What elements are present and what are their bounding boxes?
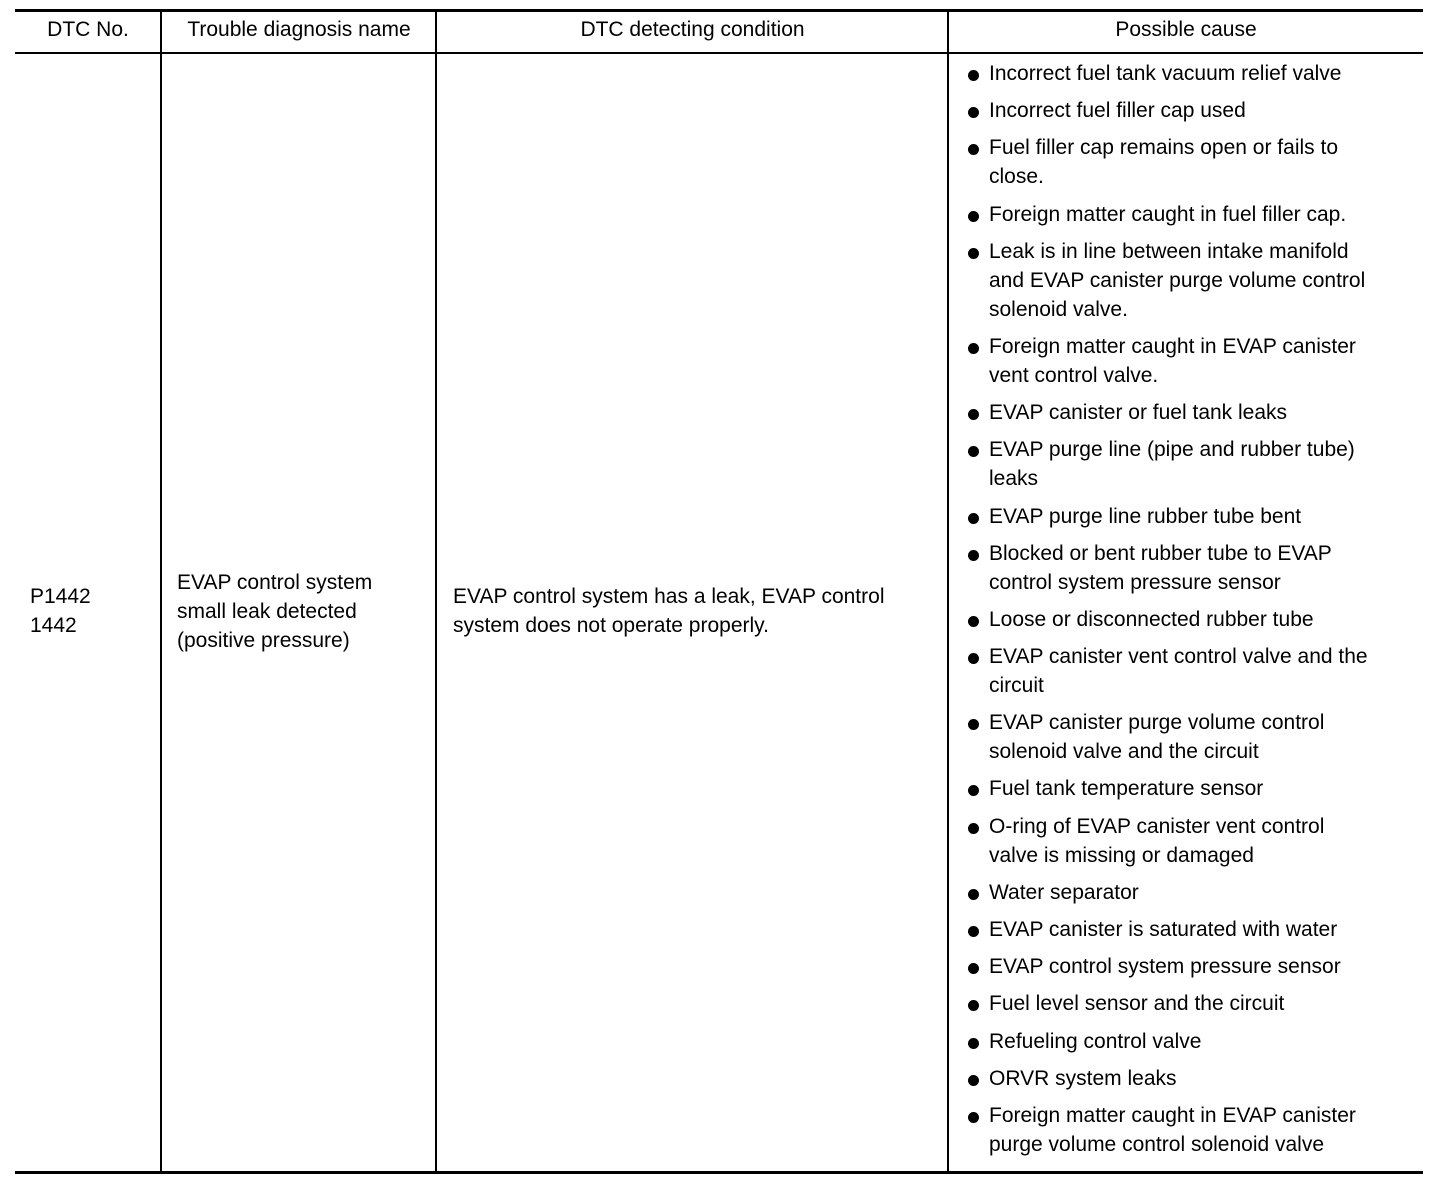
- bullet-icon: [968, 107, 979, 118]
- header-possible-cause: Possible cause: [1115, 18, 1257, 41]
- possible-cause-line: purge volume control solenoid valve: [989, 1132, 1325, 1156]
- possible-cause-item: [967, 133, 1417, 191]
- possible-cause-item: [967, 708, 1417, 766]
- possible-cause-item: [967, 1027, 1417, 1056]
- possible-cause-item: [967, 539, 1417, 597]
- possible-cause-item: [967, 952, 1417, 981]
- bullet-icon: [968, 1038, 979, 1049]
- possible-cause-line: Fuel level sensor and the circuit: [989, 992, 1285, 1016]
- bullet-icon: [968, 653, 979, 664]
- possible-cause-line: leaks: [989, 467, 1039, 491]
- bullet-icon: [968, 211, 979, 222]
- possible-cause-line: Loose or disconnected rubber tube: [989, 607, 1314, 631]
- dtc-table: [15, 9, 1423, 1173]
- column-divider-2: [435, 9, 437, 1173]
- possible-cause-line: solenoid valve and the circuit: [989, 740, 1259, 764]
- bullet-icon: [968, 889, 979, 900]
- possible-cause-line: solenoid valve.: [989, 297, 1128, 321]
- possible-cause-line: Incorrect fuel filler cap used: [989, 99, 1246, 123]
- possible-cause-item: [967, 989, 1417, 1018]
- possible-cause-item: [967, 435, 1417, 493]
- table-bottom-rule: [15, 1171, 1423, 1174]
- possible-cause-line: vent control valve.: [989, 363, 1159, 387]
- bullet-icon: [968, 343, 979, 354]
- bullet-icon: [968, 785, 979, 796]
- possible-cause-item: [967, 1064, 1417, 1093]
- header-dtc-detecting-condition: DTC detecting condition: [580, 18, 805, 41]
- possible-cause-line: circuit: [989, 674, 1044, 698]
- possible-cause-line: EVAP control system pressure sensor: [989, 955, 1341, 979]
- possible-cause-item: [967, 502, 1417, 531]
- possible-cause-line: O-ring of EVAP canister vent control: [989, 814, 1325, 838]
- possible-cause-item: [967, 774, 1417, 803]
- bullet-icon: [968, 616, 979, 627]
- possible-cause-line: valve is missing or damaged: [989, 843, 1254, 867]
- bullet-icon: [968, 70, 979, 81]
- possible-cause-line: Fuel tank temperature sensor: [989, 777, 1264, 801]
- header-divider: [15, 52, 1423, 54]
- possible-cause-item: [967, 878, 1417, 907]
- possible-cause-item: [967, 332, 1417, 390]
- trouble-name-line: small leak detected: [177, 600, 357, 623]
- possible-cause-item: [967, 59, 1417, 88]
- possible-cause-line: Leak is in line between intake manifold: [989, 239, 1349, 263]
- bullet-icon: [968, 823, 979, 834]
- possible-cause-line: ORVR system leaks: [989, 1066, 1177, 1090]
- possible-cause-line: close.: [989, 165, 1044, 189]
- possible-cause-item: [967, 96, 1417, 125]
- bullet-icon: [968, 1112, 979, 1123]
- dtc-code: P1442: [30, 585, 91, 608]
- possible-cause-line: Refueling control valve: [989, 1029, 1202, 1053]
- trouble-diagnosis-name-cell: [177, 568, 372, 655]
- column-divider-1: [160, 9, 162, 1173]
- possible-cause-line: Fuel filler cap remains open or fails to: [989, 136, 1338, 160]
- possible-cause-item: [967, 398, 1417, 427]
- possible-cause-line: Foreign matter caught in EVAP canister: [989, 1103, 1356, 1127]
- header-trouble-diagnosis-name: Trouble diagnosis name: [187, 18, 411, 41]
- possible-cause-line: EVAP canister is saturated with water: [989, 918, 1338, 941]
- possible-cause-line: and EVAP canister purge volume control: [989, 268, 1366, 292]
- header-dtc-no: DTC No.: [47, 18, 129, 41]
- possible-cause-line: Water separator: [989, 880, 1139, 904]
- trouble-name-line: (positive pressure): [177, 629, 350, 652]
- dtc-number-cell: [30, 582, 91, 640]
- detecting-condition-cell: [453, 582, 884, 640]
- possible-cause-item: [967, 1101, 1417, 1159]
- bullet-icon: [968, 926, 979, 937]
- bullet-icon: [968, 550, 979, 561]
- possible-cause-line: Foreign matter caught in EVAP canister: [989, 334, 1356, 358]
- bullet-icon: [968, 1075, 979, 1086]
- possible-cause-line: Blocked or bent rubber tube to EVAP: [989, 541, 1332, 565]
- bullet-icon: [968, 409, 979, 420]
- possible-cause-item: [967, 200, 1417, 229]
- possible-cause-item: [967, 237, 1417, 324]
- possible-cause-item: [967, 915, 1417, 944]
- condition-line: system does not operate properly.: [453, 614, 769, 637]
- trouble-name-line: EVAP control system: [177, 571, 373, 594]
- possible-cause-item: [967, 642, 1417, 700]
- bullet-icon: [968, 1000, 979, 1011]
- bullet-icon: [968, 513, 979, 524]
- possible-cause-line: EVAP purge line rubber tube bent: [989, 504, 1302, 528]
- bullet-icon: [968, 446, 979, 457]
- bullet-icon: [968, 719, 979, 730]
- possible-cause-item: [967, 605, 1417, 634]
- bullet-icon: [968, 963, 979, 974]
- possible-cause-line: Incorrect fuel tank vacuum relief valve: [989, 62, 1342, 85]
- possible-cause-line: EVAP canister purge volume control: [989, 711, 1325, 735]
- possible-cause-line: EVAP purge line (pipe and rubber tube): [989, 438, 1355, 462]
- bullet-icon: [968, 248, 979, 259]
- table-top-rule: [15, 9, 1423, 12]
- possible-cause-list: [967, 59, 1417, 1167]
- condition-line: EVAP control system has a leak, EVAP control: [453, 585, 885, 608]
- possible-cause-line: Foreign matter caught in fuel filler cap.: [989, 202, 1347, 226]
- possible-cause-line: EVAP canister vent control valve and the: [989, 645, 1368, 669]
- possible-cause-line: control system pressure sensor: [989, 570, 1281, 594]
- dtc-number: 1442: [30, 614, 77, 637]
- possible-cause-item: [967, 812, 1417, 870]
- possible-cause-line: EVAP canister or fuel tank leaks: [989, 401, 1288, 425]
- column-divider-3: [947, 9, 949, 1173]
- bullet-icon: [968, 144, 979, 155]
